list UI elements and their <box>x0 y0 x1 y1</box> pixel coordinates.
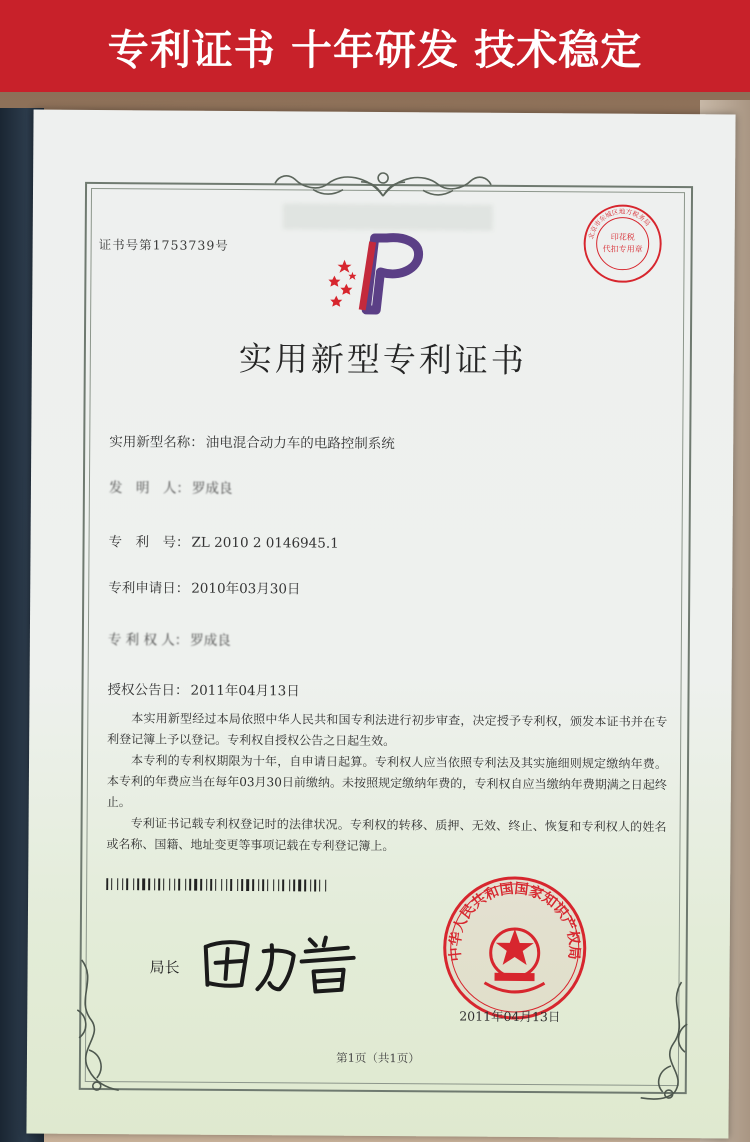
field-grant-date <box>107 678 299 699</box>
director-signature <box>197 929 367 1000</box>
field-patent-number <box>109 530 339 552</box>
field-label: 专 利 号： <box>108 534 190 551</box>
field-value: 罗成良 <box>191 480 233 497</box>
national-ip-office-seal-icon <box>439 872 590 1023</box>
banner-title: 专利证书 十年研发 技术稳定 <box>107 25 643 74</box>
certificate-body <box>106 708 667 859</box>
patent-office-logo-icon <box>322 232 433 317</box>
field-value: 油电混合动力车的电路控制系统 <box>205 434 395 453</box>
title-watermark <box>283 203 493 230</box>
corner-ornament-left-icon <box>67 950 128 1100</box>
certificate-document <box>26 110 735 1139</box>
top-ornament-icon <box>273 165 493 203</box>
field-value: 2011年04月13日 <box>190 682 300 700</box>
page-indicator: 第1页（共1页） <box>336 1050 420 1066</box>
field-label: 发 明 人： <box>108 480 190 497</box>
certificate-number: 证书号第1753739号 <box>98 237 229 253</box>
barcode-icon <box>106 878 332 892</box>
issue-date: 2011年04月13日 <box>459 1008 561 1025</box>
field-label: 专利申请日： <box>108 580 190 597</box>
field-utility-model-name <box>109 430 395 452</box>
seal-text: 中华人民共和国国家知识产权局 <box>447 880 583 962</box>
field-value: ZL 2010 2 0146945.1 <box>191 534 339 552</box>
svg-text:代扣专用章: 代扣专用章 <box>602 244 643 254</box>
svg-text:北京市东城区地方税务局: 北京市东城区地方税务局 <box>586 207 652 240</box>
corner-ornament-right-icon <box>631 974 702 1104</box>
svg-text:印花税: 印花税 <box>610 232 635 242</box>
field-label: 专 利 权 人： <box>107 632 189 649</box>
field-label: 授权公告日： <box>107 682 189 699</box>
body-paragraph: 本专利的专利权期限为十年，自申请日起算。专利权人应当依照专利法及其实施细则规定缴纳年费。本专利的年费应当在每年03月30日前缴纳。未按照规定缴纳年费的，专利权自应当缴纳年费期满之日起终止。 <box>106 753 668 810</box>
field-application-date <box>108 576 300 597</box>
field-patentee <box>108 628 231 649</box>
body-paragraph: 本实用新型经过本局依照中华人民共和国专利法进行初步审查，决定授予专利权，颁发本证书并在专利登记簿上予以登记。专利权自授权公告之日起生效。 <box>107 711 668 749</box>
header-banner <box>0 0 750 95</box>
field-value: 罗成良 <box>190 632 231 649</box>
body-paragraph: 专利证书记载专利权登记时的法律状况。专利权的转移、质押、无效、终止、恢复和专利权人的姓名或名称、国籍、地址变更等事项记载在专利登记簿上。 <box>106 816 667 854</box>
tax-stamp-seal-icon <box>580 201 665 286</box>
field-value: 2010年03月30日 <box>191 580 301 598</box>
certificate-title: 实用新型专利证书 <box>238 339 527 381</box>
field-inventor <box>109 476 233 497</box>
director-label: 局长 <box>149 958 180 977</box>
field-label: 实用新型名称： <box>109 434 204 451</box>
